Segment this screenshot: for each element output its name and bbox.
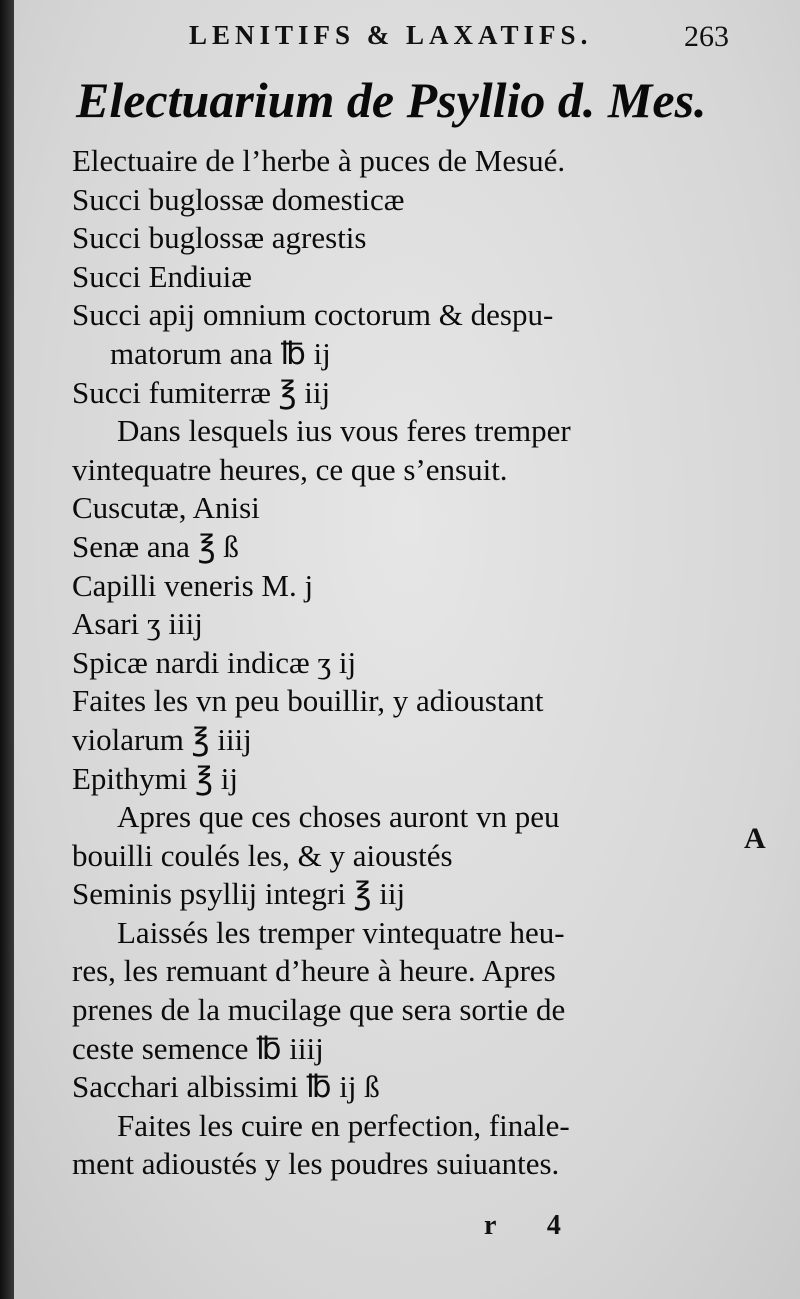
text-line: matorum ana ℔ ij [110, 335, 331, 371]
text-line: res, les remuant d’heure à heure. Apres [72, 953, 556, 989]
running-head: LENITIFS & LAXATIFS. [189, 20, 593, 50]
text-line: Asari ʒ iiij [72, 606, 203, 642]
text-line: ment adioustés y les poudres suiuantes. [72, 1146, 560, 1182]
text-line: ceste semence ℔ iiij [72, 1030, 324, 1066]
text-line: Succi fumiterræ ℥ iij [72, 374, 331, 410]
book-page [14, 0, 800, 1299]
page-header [189, 20, 729, 60]
text-line: Apres que ces choses auront vn peu [117, 799, 560, 835]
text-line: Cuscutæ, Anisi [72, 490, 260, 526]
text-line: Laissés les tremper vintequatre heu- [117, 914, 565, 950]
text-line: Sacchari albissimi ℔ ij ß [72, 1069, 380, 1105]
text-line: vintequatre heures, ce que s’ensuit. [72, 451, 508, 487]
text-line: Faites les vn peu bouillir, y adioustant [72, 683, 544, 719]
text-line: violarum ℥ iiij [72, 721, 252, 757]
recipe-body [72, 142, 772, 1184]
text-line: Succi buglossæ agrestis [72, 220, 367, 256]
text-line: Electuaire de l’herbe à puces de Mesué. [72, 143, 566, 178]
text-line: prenes de la mucilage que sera sortie de [72, 992, 566, 1028]
signature-mark: r 4 [484, 1210, 583, 1241]
recipe-title: Electuarium de Psyllio d. Mes. [76, 72, 707, 128]
text-line: Succi buglossæ domesticæ [72, 181, 405, 217]
page-number: 263 [684, 20, 729, 53]
text-line: Seminis psyllij integri ℥ iij [72, 876, 406, 912]
text-line: Dans lesquels ius vous feres tremper [117, 413, 571, 449]
text-line: Faites les cuire en perfection, finale- [117, 1107, 570, 1143]
text-line: Epithymi ℥ ij [72, 760, 239, 796]
text-line: bouilli coulés les, & y aioustés [72, 837, 453, 873]
text-line: Senæ ana ℥ ß [72, 528, 239, 564]
margin-note: A [744, 822, 766, 855]
text-line: Succi apij omnium coctorum & despu- [72, 297, 554, 333]
text-line: Capilli veneris M. j [72, 567, 314, 603]
text-line: Spicæ nardi indicæ ʒ ij [72, 644, 357, 680]
page-gutter-edge [0, 0, 14, 1299]
text-line: Succi Endiuiæ [72, 258, 252, 294]
